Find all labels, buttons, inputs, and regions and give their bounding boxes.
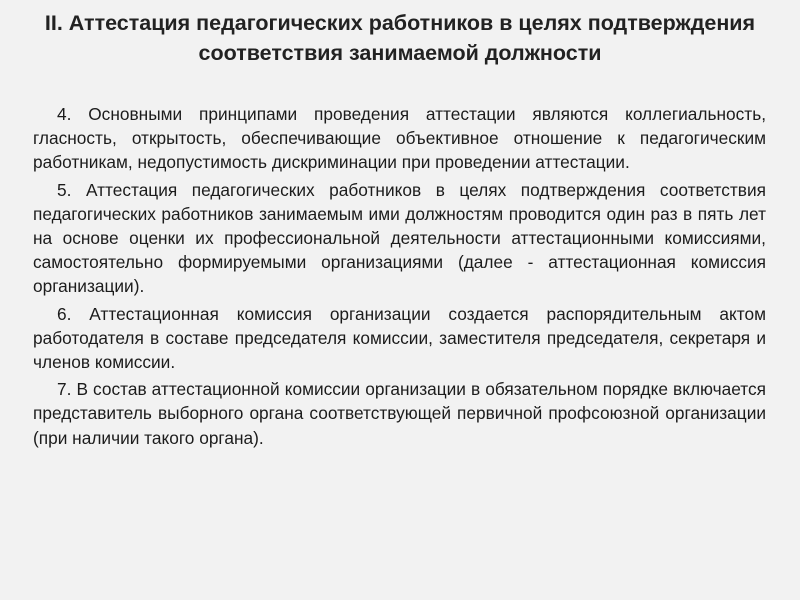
paragraph-5: 5. Аттестация педагогических работников в целях подтверждения соответствия педагогических работников занимаемым ими должностям проводится один раз в пять лет на основе оценки их профессиональной деятельности аттестационными комиссиями, самостоятельно формируемыми организациями (далее - аттестационная комиссия организации). (33, 179, 766, 297)
paragraph-4: 4. Основными принципами проведения аттестации являются коллегиальность, гласность, открытость, обеспечивающие объективное отношение к педагогическим работникам, недопустимость дискриминации при проведении аттестации. (33, 104, 766, 173)
paragraph-7: 7. В состав аттестационной комиссии организации в обязательном порядке включается представитель выборного органа соответствующей первичной профсоюзной организации (при наличии такого органа). (33, 379, 766, 448)
slide-body (33, 102, 766, 453)
slide-title: II. Аттестация педагогических работников в целях подтверждения соответствия занимаемой должности (44, 11, 756, 65)
paragraph-6: 6. Аттестационная комиссия организации создается распорядительным актом работодателя в составе председателя комиссии, заместителя председателя, секретаря и членов комиссии. (33, 303, 766, 373)
